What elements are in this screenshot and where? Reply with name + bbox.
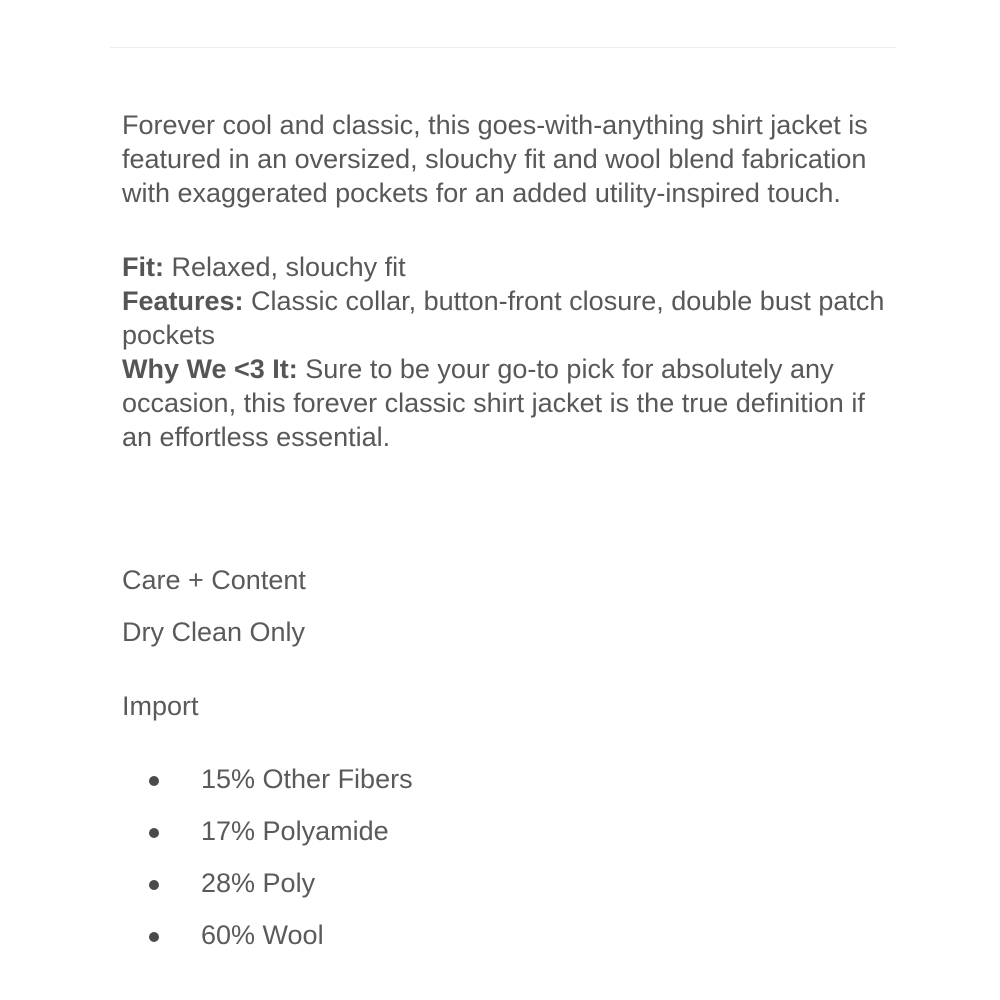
spec-why-we-love-it: [122, 352, 892, 454]
origin: Import: [122, 691, 199, 721]
spec-why-label: Why We <3 It:: [122, 354, 298, 384]
composition-text: 15% Other Fibers: [201, 764, 413, 794]
divider: [110, 47, 896, 48]
composition-text: 28% Poly: [201, 868, 316, 898]
product-description: Forever cool and classic, this goes-with-anything shirt jacket is featured in an oversized, slouchy fit and wool blend fabrication with exaggerated pockets for an added utility-inspired touch.: [122, 110, 868, 208]
spec-why-value: Sure to be your go-to pick for absolutely any occasion, this forever classic shirt jacket is the true definition if an effortless essential.: [122, 354, 865, 452]
spec-features-label: Features:: [122, 286, 244, 316]
composition-text: 60% Wool: [201, 920, 324, 950]
spec-features: [122, 284, 892, 352]
care-instructions: Dry Clean Only: [122, 617, 306, 647]
bullet-icon: [149, 932, 159, 942]
care-content-heading: Care + Content: [122, 565, 306, 595]
spec-fit: [122, 250, 892, 284]
product-description-section: [122, 108, 892, 454]
product-specs: [122, 250, 892, 454]
composition-text: 17% Polyamide: [201, 816, 389, 846]
spec-features-value: Classic collar, button-front closure, double bust patch pockets: [122, 286, 885, 350]
spec-fit-value: Relaxed, slouchy fit: [163, 252, 406, 282]
bullet-icon: [149, 776, 159, 786]
spec-fit-label: Fit:: [122, 252, 164, 282]
bullet-icon: [149, 828, 159, 838]
bullet-icon: [149, 880, 159, 890]
